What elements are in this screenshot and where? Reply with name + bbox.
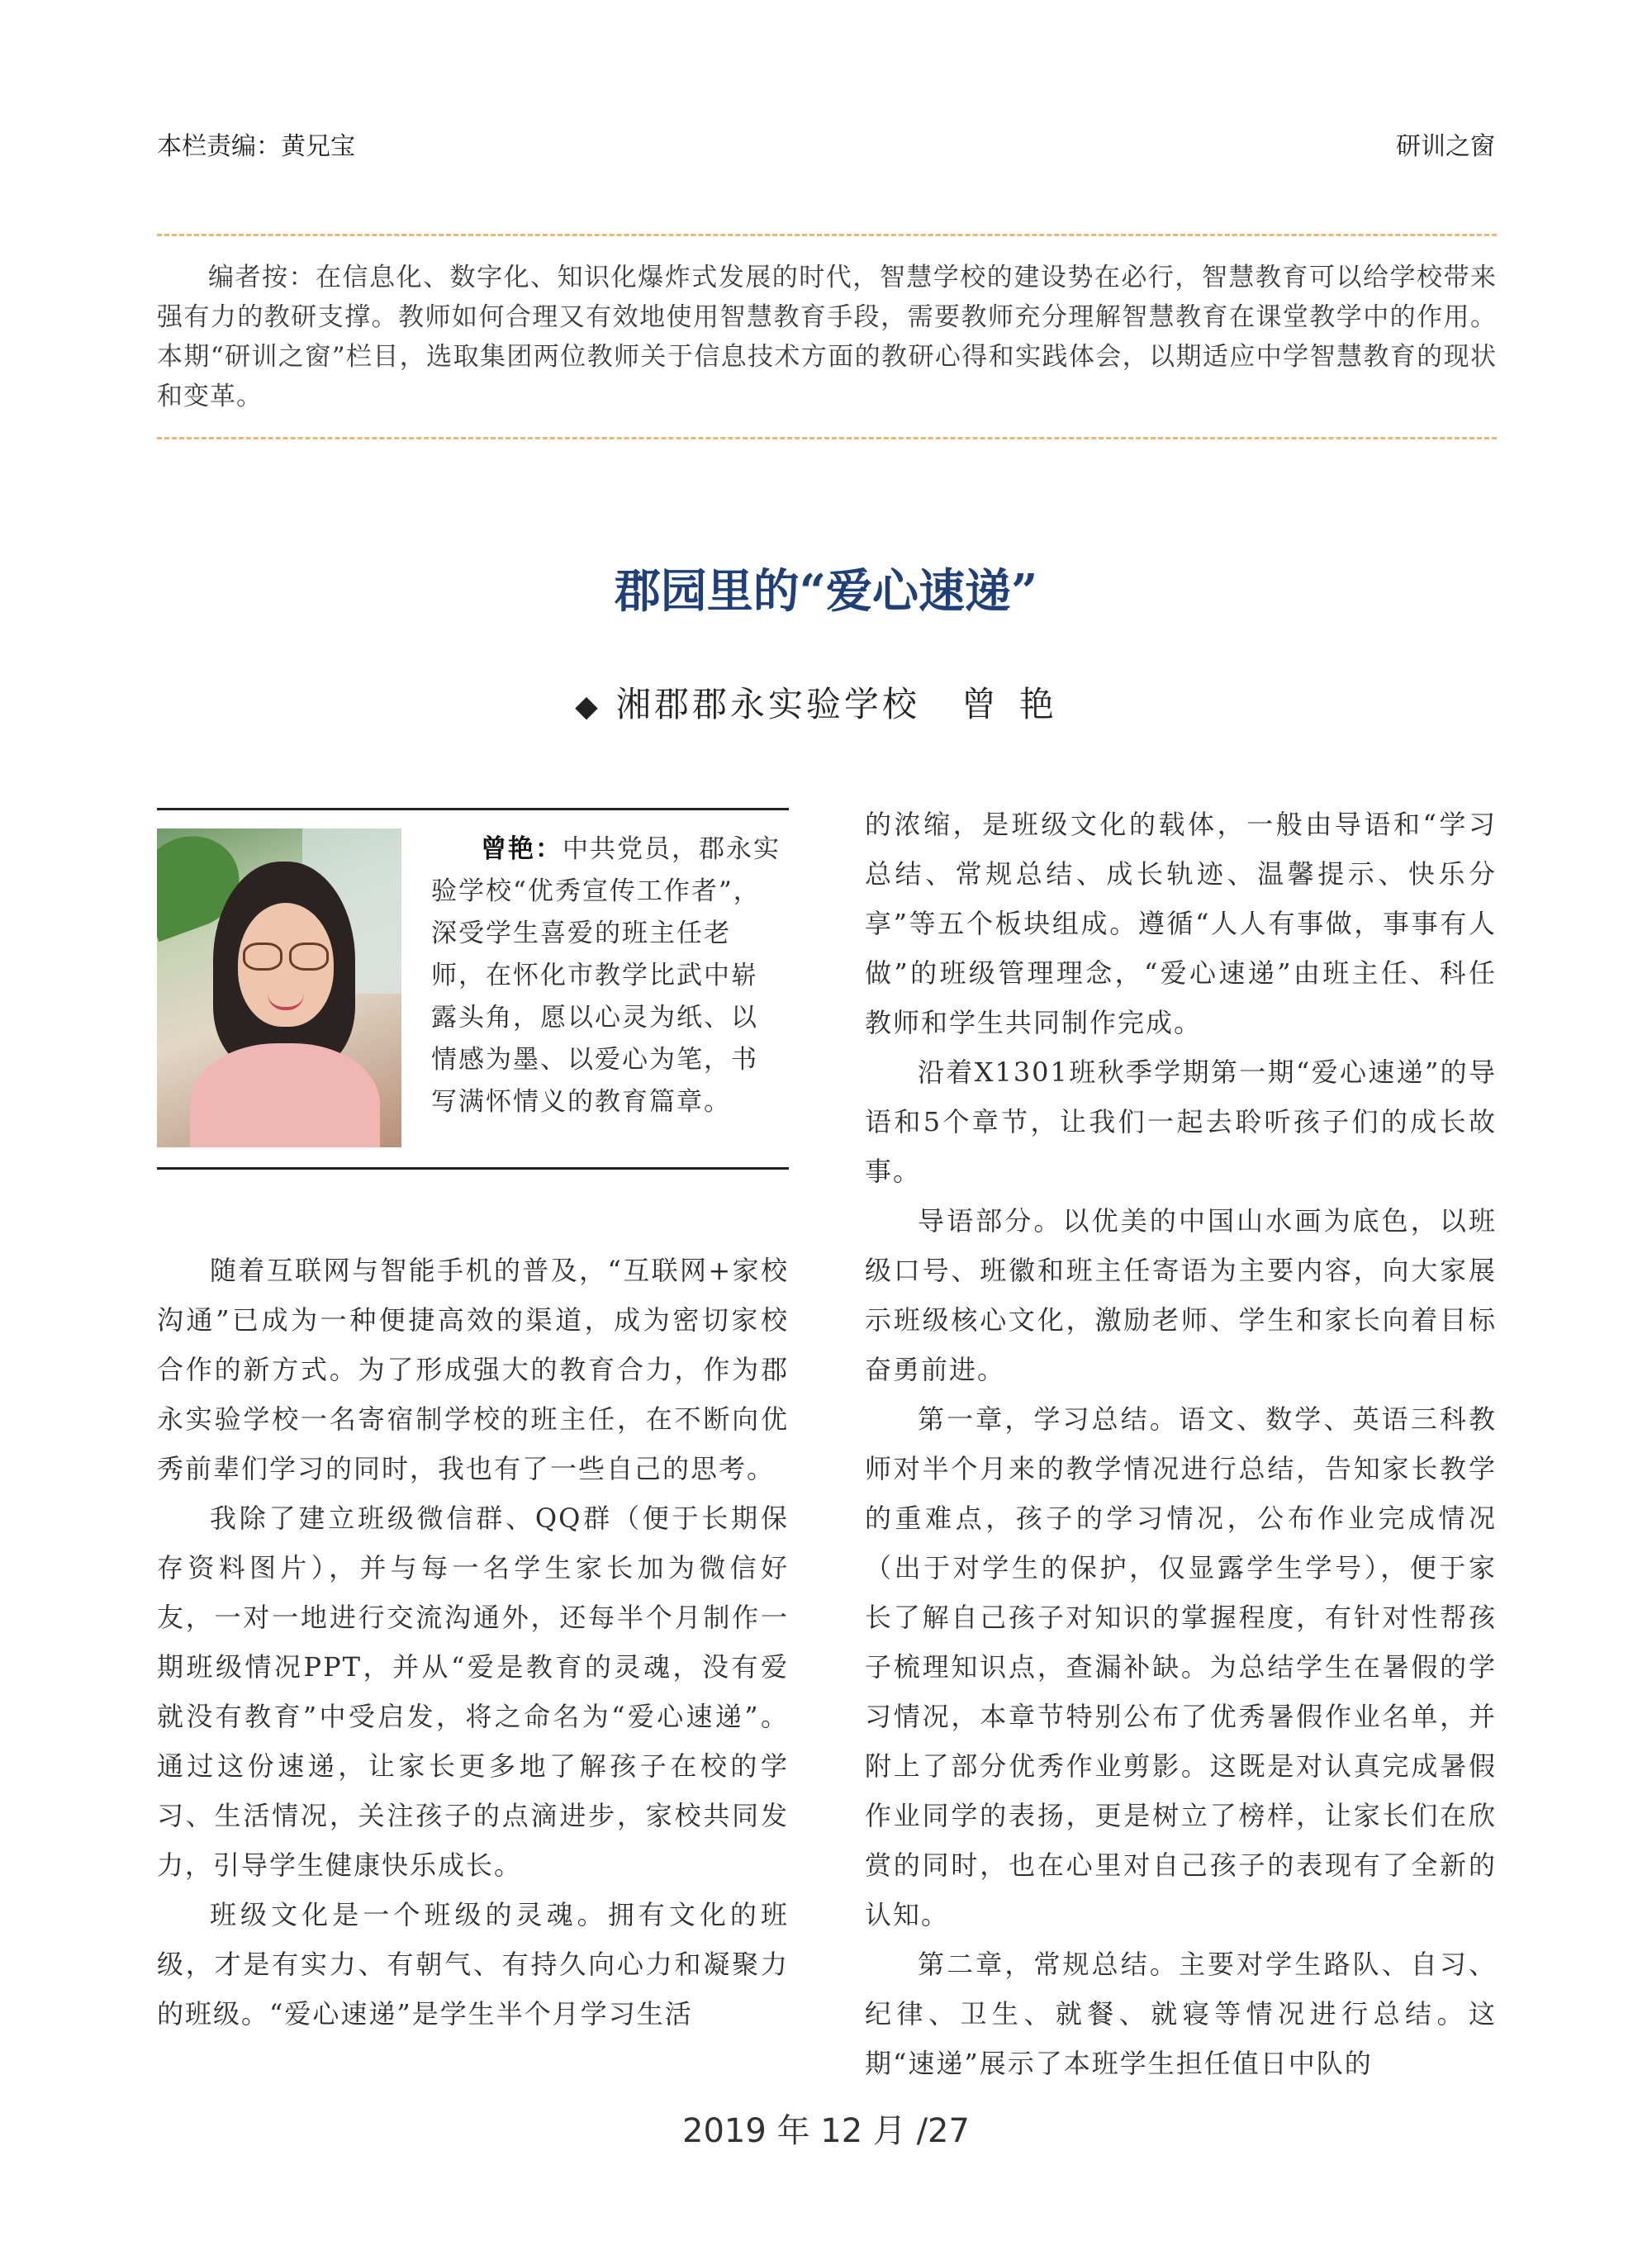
right-column — [865, 800, 1497, 2088]
bio-text: 中共党员，郡永实验学校“优秀宣传工作者”，深受学生喜爱的班主任老师，在怀化市教学比武中崭露头角，愿以心灵为纸、以情感为墨、以爱心为笔，书写满怀情义的教育篇章。 — [431, 834, 781, 1117]
article-title: 郡园里的“爱心速递” — [614, 564, 1038, 619]
diamond-icon: ◆ — [575, 690, 601, 724]
paragraph: 随着互联网与智能手机的普及，“互联网+家校沟通”已成为一种便捷高效的渠道，成为密切家校合作的新方式。为了形成强大的教育合力，作为郡永实验学校一名寄宿制学校的班主任，在不断向优秀前辈们学习的同时，我也有了一些自己的思考。 — [157, 1255, 789, 1484]
paragraph: 导语部分。以优美的中国山水画为底色，以班级口号、班徽和班主任寄语为主要内容，向大家展示班级核心文化，激励老师、学生和家长向着目标奋勇前进。 — [865, 1205, 1497, 1385]
paragraph: 第二章，常规总结。主要对学生路队、自习、纪律、卫生、就餐、就寝等情况进行总结。这期“速递”展示了本班学生担任值日中队的 — [865, 1949, 1497, 2079]
paragraph: 我除了建立班级微信群、QQ群（便于长期保存资料图片），并与每一名学生家长加为微信好友，一对一地进行交流沟通外，还每半个月制作一期班级情况PPT，并从“爱是教育的灵魂，没有爱就没有教育”中受启发，将之命名为“爱心速递”。通过这份速递，让家长更多地了解孩子在校的学习、生活情况，关注孩子的点滴进步，家校共同发力，引导学生健康快乐成长。 — [157, 1503, 789, 1881]
column-name: 研训之窗 — [1396, 132, 1495, 161]
author-bio — [431, 829, 782, 1123]
author-school: 湘郡郡永实验学校 — [615, 684, 920, 724]
top-divider — [157, 234, 1497, 236]
editor-note: 编者按：在信息化、数字化、知识化爆炸式发展的时代，智慧学校的建设势在必行，智慧教育可以给学校带来强有力的教研支撑。教师如何合理又有效地使用智慧教育手段，需要教师充分理解智慧教育在课堂教学中的作用。本期“研训之窗”栏目，选取集团两位教师关于信息技术方面的教研心得和实践体会，以期适应中学智慧教育的现状和变革。 — [157, 263, 1497, 411]
column-editor: 本栏责编：黄兄宝 — [157, 132, 355, 161]
paragraph: 第一章，学习总结。语文、数学、英语三科教师对半个月来的教学情况进行总结，告知家长教学的重难点，孩子的学习情况，公布作业完成情况（出于对学生的保护，仅显露学生学号），便于家长了解自己孩子对知识的掌握程度，有针对性帮孩子梳理知识点，查漏补缺。为总结学生在暑假的学习情况，本章节特别公布了优秀暑假作业名单，并附上了部分优秀作业剪影。这既是对认真完成暑假作业同学的表扬，更是树立了榜样，让家长们在欣赏的同时，也在心里对自己孩子的表现有了全新的认知。 — [865, 1403, 1497, 1930]
paragraph-continued: 的浓缩，是班级文化的载体，一般由导语和“学习总结、常规总结、成长轨迹、温馨提示、快乐分享”等五个板块组成。遵循“人人有事做，事事有人做”的班级管理理念，“爱心速递”由班主任、科任教师和学生共同制作完成。 — [865, 809, 1497, 1038]
page-footer: 2019 年 12 月 /27 — [682, 2112, 970, 2150]
paragraph: 沿着X1301班秋季学期第一期“爱心速递”的导语和5个章节，让我们一起去聆听孩子们的成长故事。 — [865, 1056, 1497, 1187]
paragraph: 班级文化是一个班级的灵魂。拥有文化的班级，才是有实力、有朝气、有持久向心力和凝聚力的班级。“爱心速递”是学生半个月学习生活 — [157, 1899, 789, 2030]
bio-name: 曾艳： — [481, 834, 563, 864]
author-name: 曾艳 — [961, 684, 1077, 724]
left-column — [157, 1246, 789, 2039]
author-photo — [157, 829, 401, 1147]
bottom-divider — [157, 437, 1497, 439]
author-bio-box — [157, 808, 789, 1170]
byline — [0, 677, 1652, 727]
